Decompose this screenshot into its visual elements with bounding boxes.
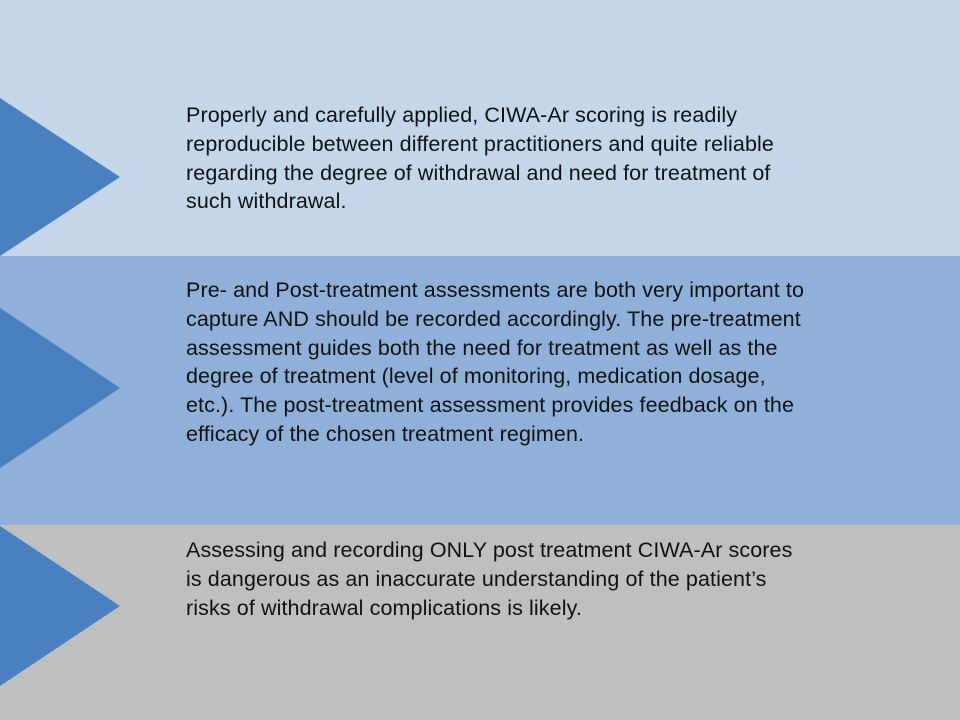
paragraph-warning: Assessing and recording ONLY post treatment CIWA-Ar scores is dangerous as an inaccurate understanding of the patient’s risks of withdrawal complications is likely. — [186, 538, 793, 620]
chevron-right-icon — [0, 526, 120, 686]
chevron-right-icon — [0, 308, 120, 468]
chevron-right-icon — [0, 98, 120, 256]
paragraph-assessments: Pre- and Post-treatment assessments are both very important to capture AND should be recorded accordingly. The pre-treatment assessment guides both the need for treatment as well as the degree of treatment (level of monitoring, medication dosage, etc.). The post-treatment assessment provides feedback on the efficacy of the chosen treatment regimen. — [186, 278, 805, 446]
paragraph-reproducibility: Properly and carefully applied, CIWA-Ar scoring is readily reproducible between different practitioners and quite reliable regarding the degree of withdrawal and need for treatment of such withdrawal. — [186, 103, 774, 214]
